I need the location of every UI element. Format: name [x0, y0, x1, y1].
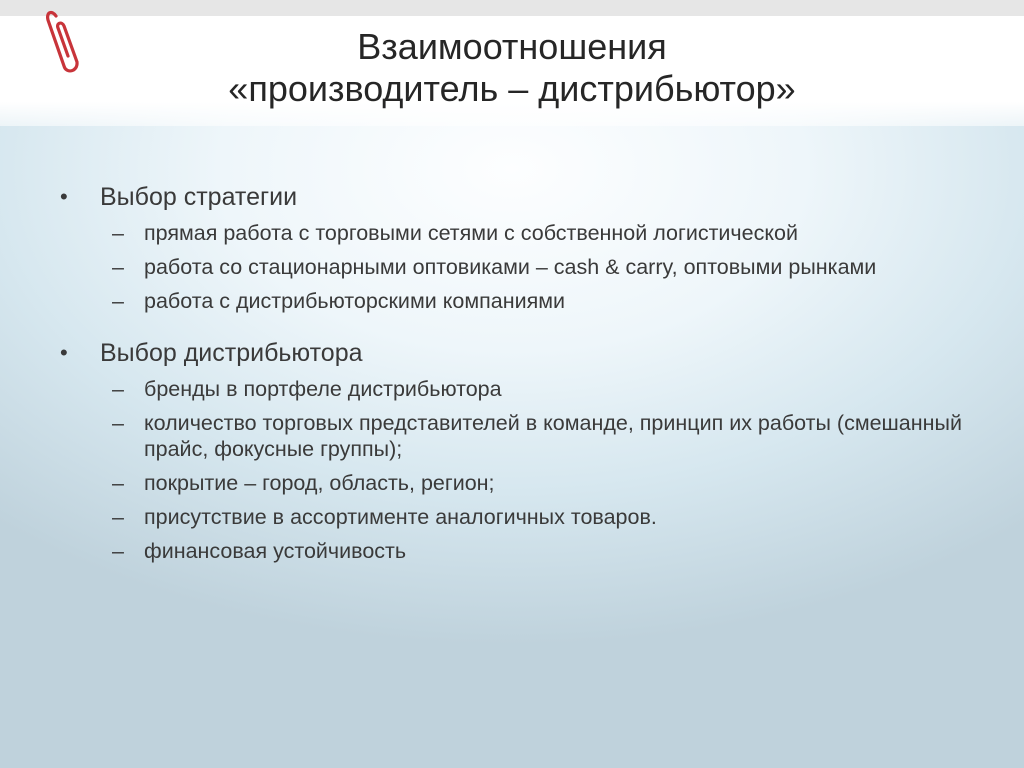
list-item	[58, 410, 978, 462]
list-item-text: количество торговых представителей в команде, принцип их работы (смешанный прайс, фокусные группы);	[144, 411, 962, 461]
dash-icon: –	[112, 377, 124, 401]
top-strip	[0, 0, 1024, 16]
dash-icon: –	[112, 289, 124, 313]
dash-icon: –	[112, 255, 124, 279]
list-item	[58, 288, 978, 314]
slide-title	[140, 26, 884, 110]
sub-item-list	[58, 376, 978, 564]
section-heading	[58, 180, 978, 214]
section-strategy	[58, 180, 978, 314]
section-heading-text: Выбор дистрибьютора	[100, 339, 363, 367]
section-distributor	[58, 336, 978, 564]
list-item-text: финансовая устойчивость	[144, 539, 407, 563]
list-item	[58, 538, 978, 564]
bullet-icon: •	[60, 184, 68, 209]
dash-icon: –	[112, 471, 124, 495]
section-heading	[58, 336, 978, 370]
slide-title-line-1: Взаимоотношения	[357, 26, 667, 67]
list-item-text: работа с дистрибьюторскими компаниями	[144, 289, 566, 313]
dash-icon: –	[112, 221, 124, 245]
list-item	[58, 376, 978, 402]
list-item	[58, 504, 978, 530]
list-item-text: прямая работа с торговыми сетями с собственной логистической	[144, 221, 798, 245]
section-heading-text: Выбор стратегии	[100, 183, 298, 211]
list-item	[58, 220, 978, 246]
list-item-text: работа со стационарными оптовиками – cash & carry, оптовыми рынками	[144, 255, 877, 279]
dash-icon: –	[112, 411, 124, 435]
dash-icon: –	[112, 505, 124, 529]
sub-item-list	[58, 220, 978, 314]
bullet-icon: •	[60, 340, 68, 365]
paperclip-icon	[44, 6, 84, 76]
dash-icon: –	[112, 539, 124, 563]
list-item-text: бренды в портфеле дистрибьютора	[144, 377, 502, 401]
slide-title-line-2: «производитель – дистрибьютор»	[228, 68, 796, 109]
list-item-text: присутствие в ассортименте аналогичных товаров.	[144, 505, 657, 529]
list-item-text: покрытие – город, область, регион;	[144, 471, 495, 495]
slide-content	[58, 180, 978, 586]
list-item	[58, 254, 978, 280]
list-item	[58, 470, 978, 496]
